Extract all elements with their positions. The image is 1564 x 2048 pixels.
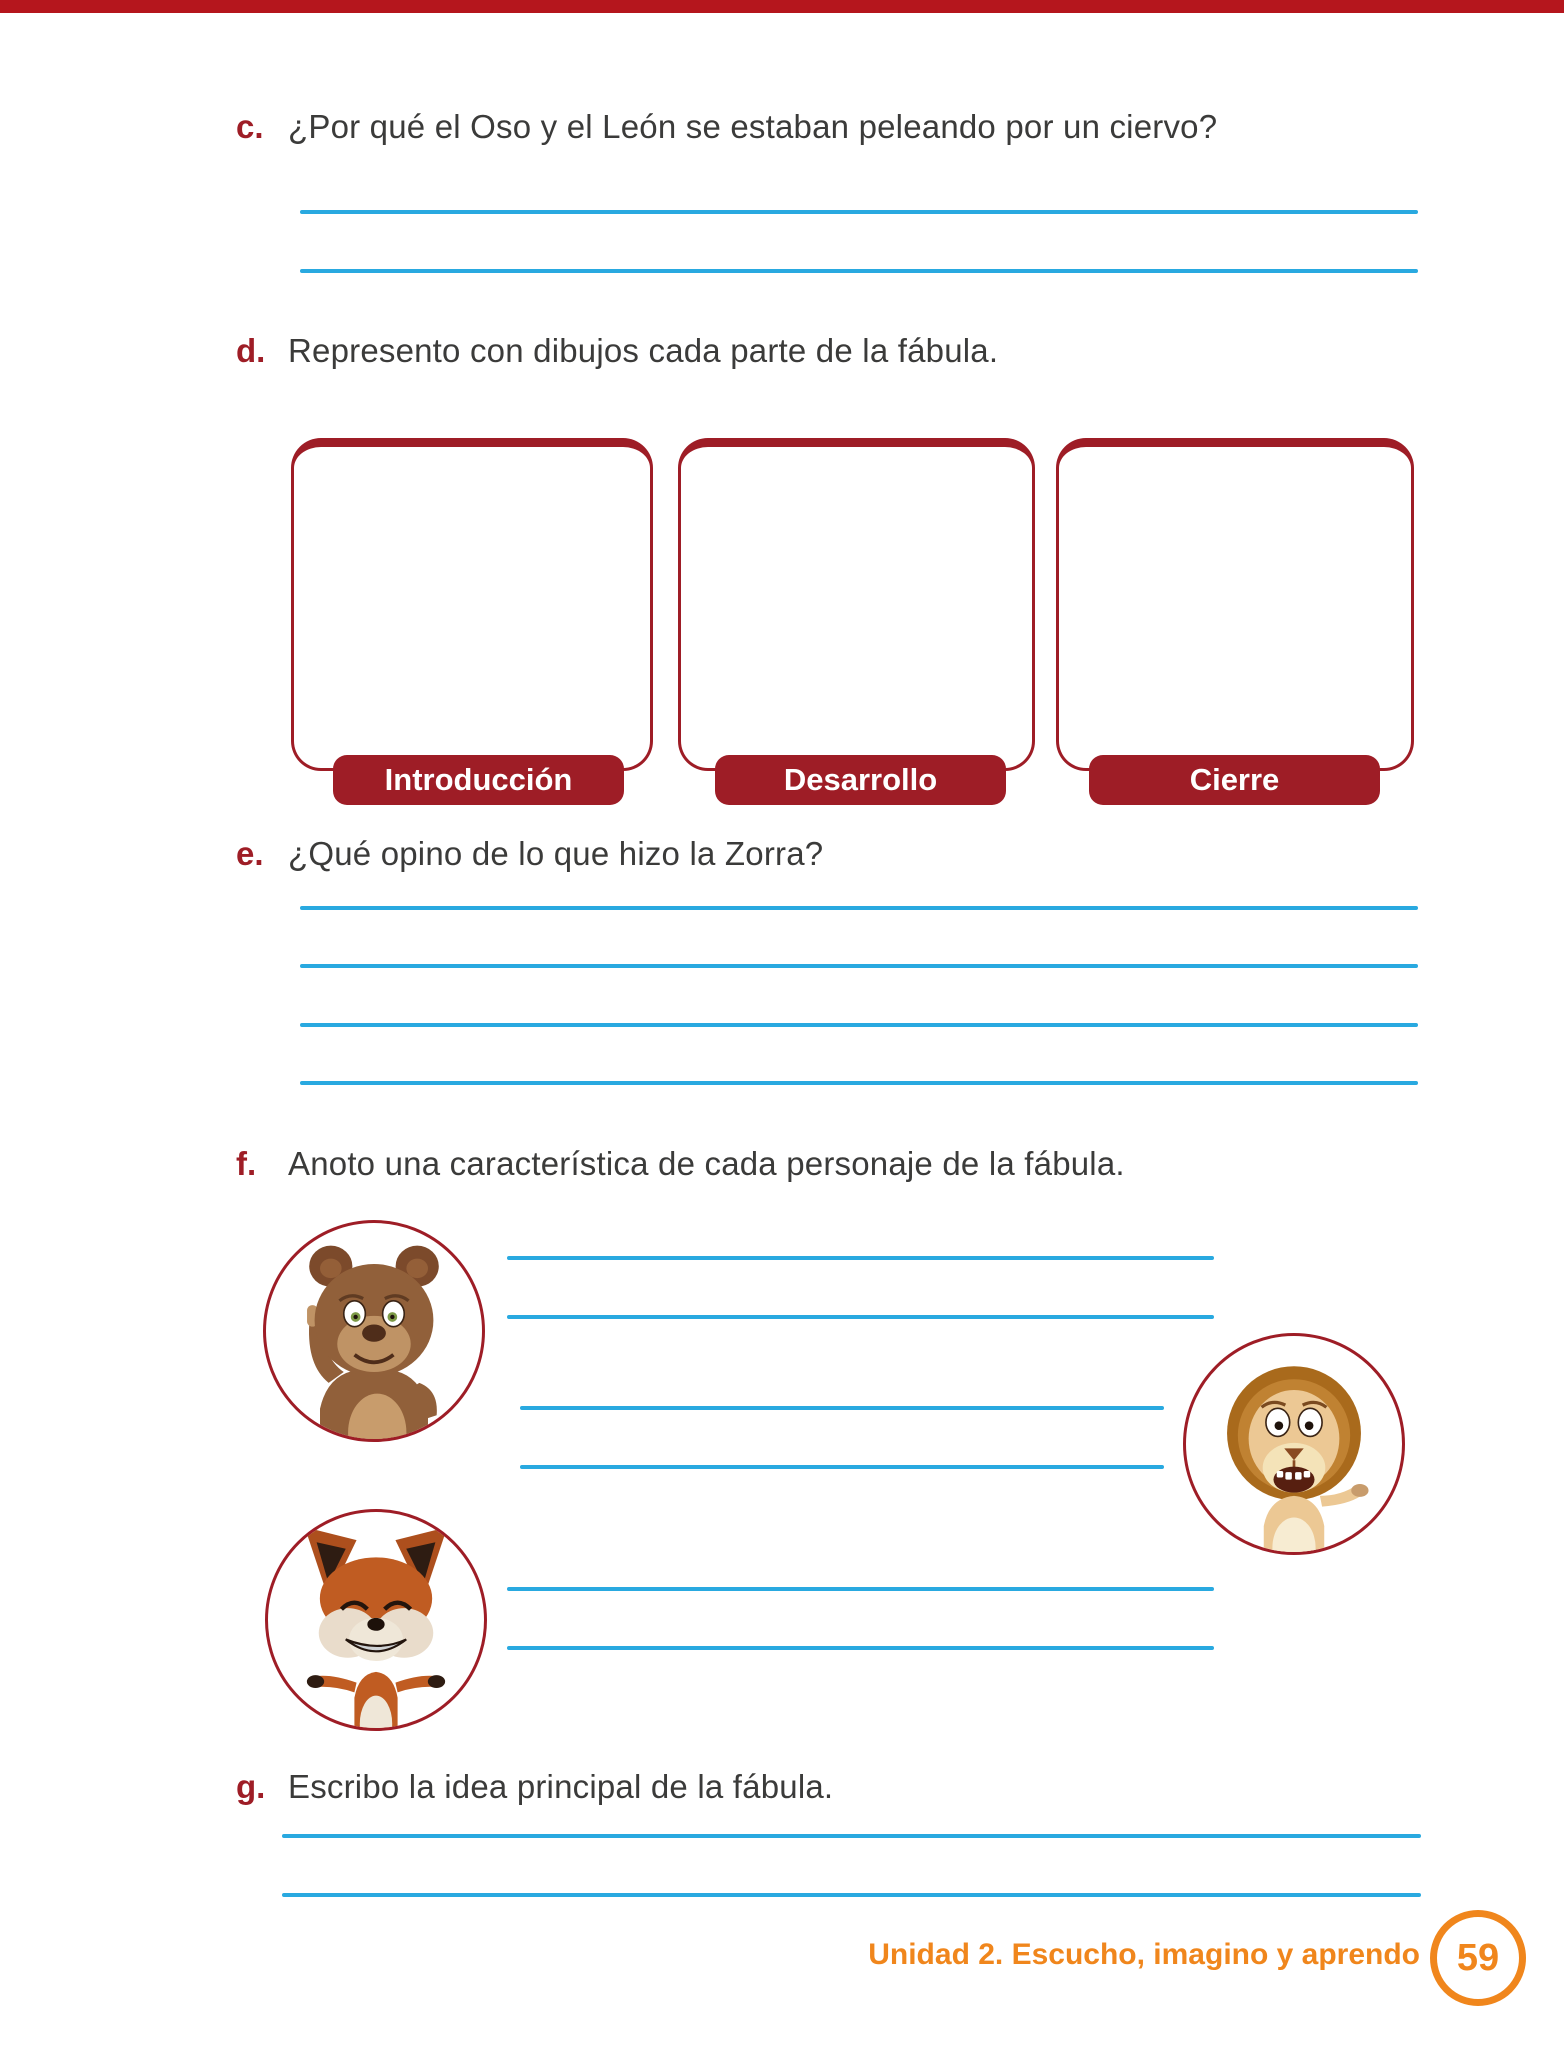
question-f (236, 1143, 1486, 1184)
answer-line[interactable] (300, 210, 1418, 214)
question-e-text: ¿Qué opino de lo que hizo la Zorra? (288, 835, 824, 872)
answer-line[interactable] (300, 1023, 1418, 1027)
answer-line[interactable] (520, 1465, 1164, 1469)
answer-line[interactable] (282, 1834, 1421, 1838)
answer-line[interactable] (300, 906, 1418, 910)
answer-line[interactable] (300, 1081, 1418, 1085)
answer-line[interactable] (282, 1893, 1421, 1897)
question-d-letter: d. (236, 332, 266, 369)
story-part-label: Desarrollo (783, 762, 938, 797)
question-d (236, 330, 1436, 371)
fox-illustration (268, 1512, 484, 1728)
story-part-badge-desarrollo (715, 755, 1006, 805)
story-part-badge-introduccion (333, 755, 624, 805)
question-f-letter: f. (236, 1145, 257, 1182)
fox-avatar (265, 1509, 487, 1731)
question-f-text: Anoto una característica de cada personaje de la fábula. (288, 1145, 1125, 1182)
question-c-text: ¿Por qué el Oso y el León se estaban peleando por un ciervo? (288, 108, 1218, 145)
answer-line[interactable] (507, 1256, 1214, 1260)
drawing-box-desarrollo[interactable] (678, 438, 1035, 771)
question-g (236, 1766, 1436, 1807)
question-e (236, 833, 1436, 874)
bear-avatar (263, 1220, 485, 1442)
answer-line[interactable] (507, 1315, 1214, 1319)
footer-unit-label: Unidad 2. Escucho, imagino y aprendo (868, 1938, 1420, 1971)
question-c-letter: c. (236, 108, 264, 145)
answer-line[interactable] (300, 269, 1418, 273)
page-number: 59 (1456, 1936, 1500, 1979)
question-d-text: Represento con dibujos cada parte de la fábula. (288, 332, 999, 369)
answer-line[interactable] (507, 1587, 1214, 1591)
answer-line[interactable] (507, 1646, 1214, 1650)
drawing-box-cierre[interactable] (1056, 438, 1414, 771)
answer-line[interactable] (520, 1406, 1164, 1410)
story-part-label: Cierre (1189, 762, 1280, 797)
question-e-letter: e. (236, 835, 264, 872)
story-part-badge-cierre (1089, 755, 1380, 805)
lion-avatar (1183, 1333, 1405, 1555)
lion-illustration (1186, 1336, 1402, 1552)
story-part-label: Introducción (384, 762, 573, 797)
answer-line[interactable] (300, 964, 1418, 968)
question-g-text: Escribo la idea principal de la fábula. (288, 1768, 834, 1805)
question-c (236, 106, 1436, 147)
question-g-letter: g. (236, 1768, 266, 1805)
page-number-badge (1430, 1910, 1526, 2006)
top-accent-bar (0, 0, 1564, 13)
drawing-box-introduccion[interactable] (291, 438, 653, 771)
bear-illustration (266, 1223, 482, 1439)
